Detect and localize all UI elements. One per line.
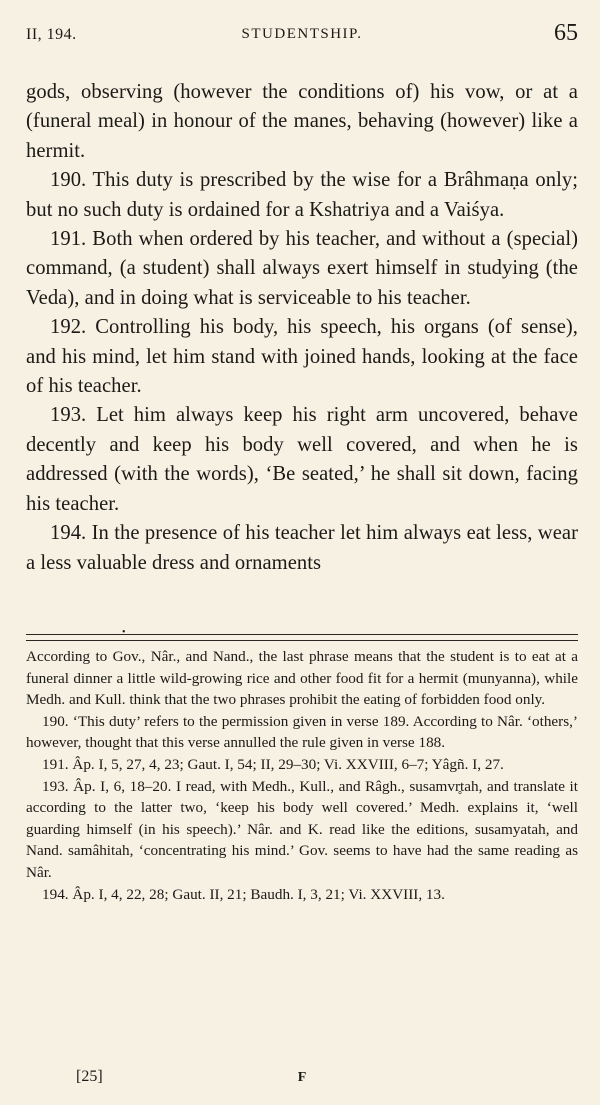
- gathering-letter: F: [297, 1070, 307, 1085]
- footnotes: [26, 646, 578, 905]
- verse-192: 192. Controlling his body, his speech, his organs (of sense), and his mind, let him stand with joined hands, looking at the face of his teacher.: [26, 316, 578, 398]
- footnote-divider-bottom: [26, 640, 578, 641]
- volume-signature: [25]: [76, 1068, 103, 1085]
- verse-190: 190. This duty is prescribed by the wise for a Brâhmaṇa only; but no such duty is ordained for a Kshatriya and a Vaiśya.: [26, 169, 578, 221]
- running-header: [26, 20, 578, 54]
- footnote-191: 191. Âp. I, 5, 27, 4, 23; Gaut. I, 54; II, 29–30; Vi. XXVIII, 6–7; Yâgñ. I, 27.: [42, 755, 504, 773]
- running-title: STUDENTSHIP.: [241, 26, 363, 42]
- footnote-193: 193. Âp. I, 6, 18–20. I read, with Medh., Kull., and Râgh., susamvr̥tah, and translate it according to the latter two, ‘keep his body well covered.’ Medh. explains it, ‘well guarding himself (in his speech).’ Nâr. and K. read like the editions, susamyatah, and Nand. samâhitah, ‘concentrating his mind.’ Gov. seems to have had the same reading as Nâr.: [26, 777, 578, 881]
- footnote-divider-top: [26, 634, 578, 635]
- verse-194: 194. In the presence of his teacher let him always eat less, wear a less valuable dress and ornaments: [26, 522, 578, 574]
- page-footer: [26, 1068, 578, 1096]
- verse-191: 191. Both when ordered by his teacher, and without a (special) command, (a student) shall always exert himself in studying (the Veda), and in doing what is serviceable to his teacher.: [26, 228, 578, 309]
- main-paragraph-continued: gods, observing (however the conditions of) his vow, or at a (funeral meal) in honour of the manes, behaving (however) like a hermit.: [26, 81, 578, 162]
- main-text: [26, 78, 578, 578]
- footnote-continued: According to Gov., Nâr., and Nand., the last phrase means that the student is to eat at a funeral dinner a little wild-growing rice and other food fit for a hermit (munyanna), while Medh. and Kull. think that the two phrases prohibit the eating of forbidden food only.: [26, 648, 578, 709]
- verse-193: 193. Let him always keep his right arm uncovered, behave decently and keep his body well covered, and when he is addressed (with the words), ‘Be seated,’ he shall sit down, facing his teacher.: [26, 404, 578, 515]
- footnote-190: 190. ‘This duty’ refers to the permission given in verse 189. According to Nâr. ‘others,’ however, thought that this verse annulled the rule given in verse 188.: [26, 712, 578, 752]
- section-reference: II, 194.: [26, 26, 77, 43]
- book-page: [26, 0, 578, 1105]
- divider-mark: •: [122, 627, 126, 638]
- footnote-194: 194. Âp. I, 4, 22, 28; Gaut. II, 21; Baudh. I, 3, 21; Vi. XXVIII, 13.: [42, 885, 445, 903]
- page-number: 65: [554, 20, 578, 46]
